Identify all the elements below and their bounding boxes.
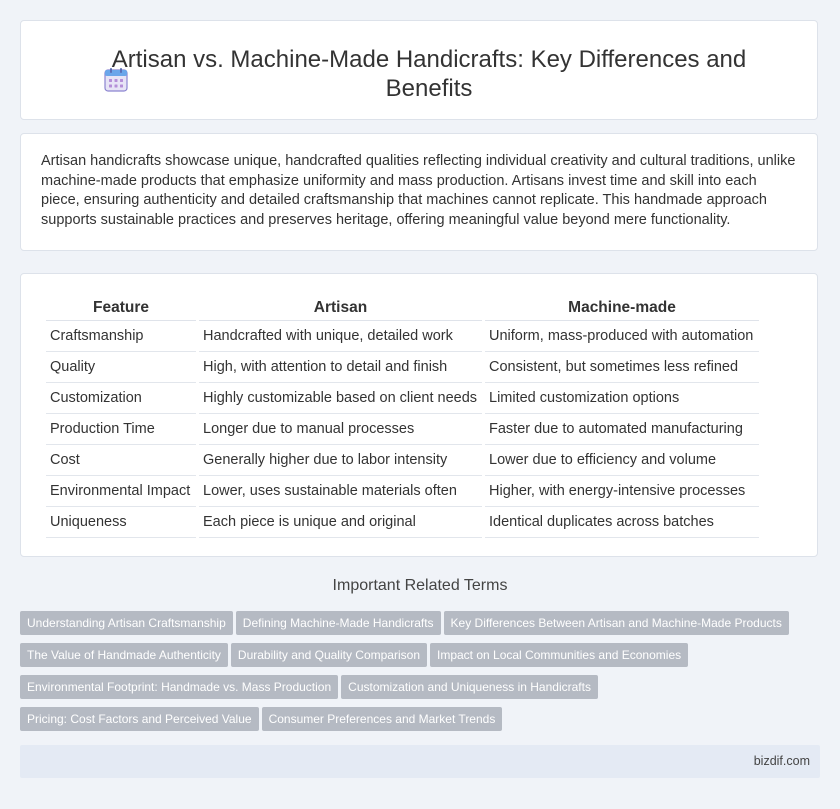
column-header-artisan: Artisan (199, 296, 482, 321)
table-cell: High, with attention to detail and finish (199, 352, 482, 383)
table-cell: Generally higher due to labor intensity (199, 445, 482, 476)
table-row (46, 476, 759, 507)
table-cell: Faster due to automated manufacturing (485, 414, 759, 445)
related-term-tag[interactable]: Impact on Local Communities and Economies (430, 643, 688, 667)
tag-row (20, 707, 820, 739)
related-term-tag[interactable]: Durability and Quality Comparison (231, 643, 427, 667)
table-header-row (46, 296, 759, 321)
tag-row (20, 611, 820, 643)
page-title: Artisan vs. Machine-Made Handicrafts: Key Differences and Benefits (111, 46, 747, 102)
related-term-tag[interactable]: Pricing: Cost Factors and Perceived Value (20, 707, 259, 731)
related-terms-list (20, 611, 820, 739)
table-cell: Production Time (46, 414, 196, 445)
table-cell: Craftsmanship (46, 321, 196, 352)
related-term-tag[interactable]: Environmental Footprint: Handmade vs. Mass Production (20, 675, 338, 699)
related-terms-title: Important Related Terms (332, 577, 508, 594)
table-cell: Uniform, mass-produced with automation (485, 321, 759, 352)
table-cell: Each piece is unique and original (199, 507, 482, 538)
table-cell: Environmental Impact (46, 476, 196, 507)
column-header-machine: Machine-made (485, 296, 759, 321)
intro-paragraph: Artisan handicrafts showcase unique, handcrafted qualities reflecting individual creativity and cultural traditions, unlike machine-made products that emphasize uniformity and mass production. Artisans invest time and skill into each piece, ensuring authenticity and detailed craftsmanship that machines cannot replicate. This handmade approach supports sustainable practices and preserves heritage, offering meaningful value beyond mere functionality. (41, 153, 796, 228)
table-row (46, 352, 759, 383)
table-cell: Uniqueness (46, 507, 196, 538)
footer-site-link[interactable]: bizdif.com (753, 754, 810, 768)
table-cell: Lower, uses sustainable materials often (199, 476, 482, 507)
table-cell: Longer due to manual processes (199, 414, 482, 445)
table-cell: Consistent, but sometimes less refined (485, 352, 759, 383)
comparison-table (43, 296, 762, 538)
related-term-tag[interactable]: Understanding Artisan Craftsmanship (20, 611, 233, 635)
table-cell: Higher, with energy-intensive processes (485, 476, 759, 507)
tag-row (20, 643, 820, 675)
header-card (20, 20, 818, 120)
table-cell: Lower due to efficiency and volume (485, 445, 759, 476)
related-term-tag[interactable]: Consumer Preferences and Market Trends (262, 707, 503, 731)
related-term-tag[interactable]: Customization and Uniqueness in Handicrafts (341, 675, 598, 699)
table-row (46, 383, 759, 414)
table-row (46, 445, 759, 476)
table-cell: Limited customization options (485, 383, 759, 414)
table-cell: Highly customizable based on client needs (199, 383, 482, 414)
footer (20, 745, 820, 778)
table-row (46, 507, 759, 538)
tag-row (20, 675, 820, 707)
related-term-tag[interactable]: Key Differences Between Artisan and Machine-Made Products (444, 611, 789, 635)
related-term-tag[interactable]: Defining Machine-Made Handicrafts (236, 611, 441, 635)
table-cell: Customization (46, 383, 196, 414)
intro-card (20, 133, 818, 251)
related-term-tag[interactable]: The Value of Handmade Authenticity (20, 643, 228, 667)
table-cell: Quality (46, 352, 196, 383)
table-row (46, 321, 759, 352)
table-cell: Identical duplicates across batches (485, 507, 759, 538)
column-header-feature: Feature (46, 296, 196, 321)
comparison-card (20, 273, 818, 557)
table-row (46, 414, 759, 445)
table-cell: Handcrafted with unique, detailed work (199, 321, 482, 352)
table-cell: Cost (46, 445, 196, 476)
